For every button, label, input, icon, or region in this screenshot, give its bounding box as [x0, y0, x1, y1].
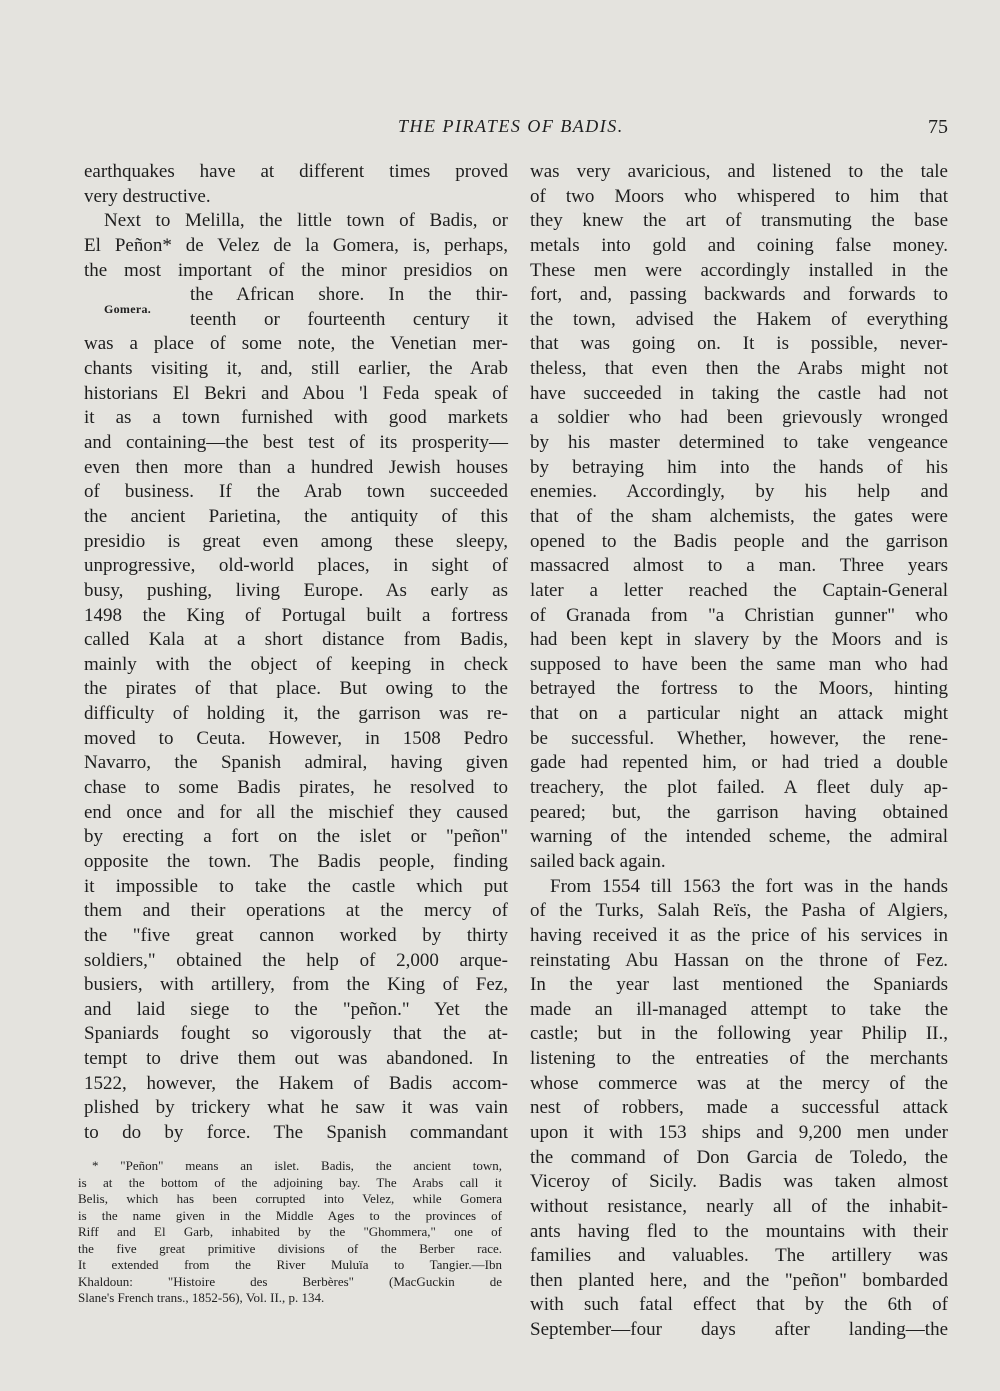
- text-line: and laid siege to the "peñon." Yet the: [84, 998, 508, 1020]
- text-line: had been kept in slavery by the Moors and is: [530, 629, 948, 651]
- right-column: [530, 160, 948, 1343]
- page-number: 75: [928, 116, 948, 138]
- text-line: them and their operations at the mercy of: [84, 900, 508, 922]
- running-head: [0, 116, 1000, 140]
- text-line: busy, pushing, living Europe. As early as: [84, 579, 508, 601]
- text-line: enemies. Accordingly, by his help and: [530, 481, 948, 503]
- text-line: teenth or fourteenth century it: [190, 308, 508, 330]
- text-line: 1498 the King of Portugal built a fortress: [84, 604, 508, 626]
- text-line: treachery, the plot failed. A fleet duly ap-: [530, 777, 948, 799]
- footnote-line: * "Peñon" means an islet. Badis, the ancient town,: [92, 1158, 502, 1173]
- text-line: by his master determined to take vengeance: [530, 432, 948, 454]
- text-line: El Peñon* de Velez de la Gomera, is, perhaps,: [84, 234, 508, 256]
- text-line: Navarro, the Spanish admiral, having given: [84, 752, 508, 774]
- text-line: plished by trickery what he saw it was vain: [84, 1097, 508, 1119]
- text-line: of business. If the Arab town succeeded: [84, 481, 508, 503]
- text-line: that was going on. It is possible, never-: [530, 333, 948, 355]
- text-line: From 1554 till 1563 the fort was in the hands: [550, 875, 948, 897]
- text-line: it impossible to take the castle which put: [84, 875, 508, 897]
- text-line: to do by force. The Spanish commandant: [84, 1121, 508, 1143]
- text-line: by betraying him into the hands of his: [530, 456, 948, 478]
- text-line: tempt to drive them out was abandoned. In: [84, 1048, 508, 1070]
- text-line: Next to Melilla, the little town of Badis, or: [104, 210, 508, 232]
- text-line: that of the sham alchemists, the gates were: [530, 505, 948, 527]
- text-line: unprogressive, old-world places, in sight of: [84, 555, 508, 577]
- text-line: betrayed the fortress to the Moors, hinting: [530, 678, 948, 700]
- text-line: presidio is great even among these sleepy,: [84, 530, 508, 552]
- text-line: then planted here, and the "peñon" bombarded: [530, 1269, 948, 1291]
- text-line: theless, that even then the Arabs might not: [530, 358, 948, 380]
- text-line: later a letter reached the Captain-General: [530, 579, 948, 601]
- text-line: opened to the Badis people and the garrison: [530, 530, 948, 552]
- text-line: whose commerce was at the mercy of the: [530, 1072, 948, 1094]
- text-line: the African shore. In the thir-: [190, 284, 508, 306]
- text-line: historians El Bekri and Abou 'l Feda speak of: [84, 382, 508, 404]
- text-line: called Kala at a short distance from Badis,: [84, 629, 508, 651]
- text-line: difficulty of holding it, the garrison was re-: [84, 703, 508, 725]
- footnote-line: It extended from the River Muluïa to Tangier.—Ibn: [78, 1257, 502, 1272]
- text-line: the town, advised the Hakem of everything: [530, 308, 948, 330]
- text-line: supposed to have been the same man who had: [530, 653, 948, 675]
- text-line: without resistance, nearly all of the inhabit-: [530, 1195, 948, 1217]
- text-line: reinstating Abu Hassan on the throne of Fez.: [530, 949, 948, 971]
- footnote-line: is the name given in the Middle Ages to the provinces of: [78, 1207, 502, 1223]
- text-line: castle; but in the following year Philip II.,: [530, 1023, 948, 1045]
- running-title: THE PIRATES OF BADIS.: [398, 116, 624, 136]
- text-line: metals into gold and coining false money.: [530, 234, 948, 256]
- text-line: nest of robbers, made a successful attack: [530, 1097, 948, 1119]
- text-line: it as a town furnished with good markets: [84, 407, 508, 429]
- text-line: that on a particular night an attack might: [530, 703, 948, 725]
- text-line: very destructive.: [84, 185, 211, 207]
- text-line: the most important of the minor presidios on: [84, 259, 508, 281]
- text-line: a soldier who had been grievously wronged: [530, 407, 948, 429]
- footnote: [78, 1158, 502, 1307]
- text-line: Spaniards fought so vigorously that the at-: [84, 1023, 508, 1045]
- text-line: gade had repented him, or had tried a double: [530, 752, 948, 774]
- text-line: have succeeded in taking the castle had not: [530, 382, 948, 404]
- text-line: opposite the town. The Badis people, finding: [84, 850, 508, 872]
- text-line: These men were accordingly installed in the: [530, 259, 948, 281]
- text-line: was very avaricious, and listened to the tale: [530, 161, 948, 182]
- text-line: listening to the entreaties of the merchants: [530, 1048, 948, 1070]
- text-line: peared; but, the garrison having obtained: [530, 801, 948, 823]
- text-line: the "five great cannon worked by thirty: [84, 924, 508, 946]
- text-line: soldiers," obtained the help of 2,000 arque-: [84, 949, 508, 971]
- text-line: with such fatal effect that by the 6th of: [530, 1294, 948, 1316]
- text-line: busiers, with artillery, from the King of Fez,: [84, 974, 508, 996]
- text-line: chants visiting it, and, still earlier, the Arab: [84, 358, 508, 380]
- left-column: [84, 160, 508, 1146]
- text-line: massacred almost to a man. Three years: [530, 555, 948, 577]
- text-line: 1522, however, the Hakem of Badis accom-: [84, 1072, 508, 1094]
- text-line: warning of the intended scheme, the admiral: [530, 826, 948, 848]
- text-line: even then more than a hundred Jewish houses: [84, 456, 508, 478]
- text-line: families and valuables. The artillery was: [530, 1245, 948, 1267]
- text-line: by erecting a fort on the islet or "peñon": [84, 826, 508, 848]
- text-line: ants having fled to the mountains with their: [530, 1220, 948, 1242]
- text-line: of the Turks, Salah Reïs, the Pasha of Algiers,: [530, 900, 948, 922]
- footnote-line: Riff and El Garb, inhabited by the "Ghommera," one of: [78, 1224, 502, 1239]
- text-line: be successful. Whether, however, the rene-: [530, 727, 948, 749]
- text-line: earthquakes have at different times proved: [84, 161, 508, 182]
- text-line: Viceroy of Sicily. Badis was taken almost: [530, 1171, 948, 1193]
- text-line: mainly with the object of keeping in check: [84, 653, 508, 675]
- text-line: they knew the art of transmuting the base: [530, 210, 948, 232]
- footnote-line: is at the bottom of the adjoining bay. The Arabs call it: [78, 1174, 502, 1190]
- marginal-note: Gomera.: [104, 302, 152, 316]
- text-line: sailed back again.: [530, 850, 666, 872]
- text-line: the command of Don Garcia de Toledo, the: [530, 1146, 948, 1168]
- text-line: the ancient Parietina, the antiquity of this: [84, 505, 508, 527]
- text-line: fort, and, passing backwards and forwards to: [530, 284, 948, 306]
- text-line: of Granada from "a Christian gunner" who: [530, 604, 948, 626]
- text-line: having received it as the price of his services in: [530, 924, 948, 946]
- text-line: was a place of some note, the Venetian mer-: [84, 333, 508, 355]
- text-line: made an ill-managed attempt to take the: [530, 998, 948, 1020]
- text-line: the pirates of that place. But owing to the: [84, 678, 508, 700]
- footnote-line: Slane's French trans., 1852-56), Vol. II., p. 134.: [78, 1290, 325, 1305]
- text-line: and containing—the best test of its prosperity—: [84, 432, 508, 454]
- footnote-line: the five great primitive divisions of the Berber race.: [78, 1240, 502, 1256]
- text-line: of two Moors who whispered to him that: [530, 185, 948, 207]
- footnote-line: Belis, which has been corrupted into Velez, while Gomera: [78, 1191, 502, 1206]
- text-line: In the year last mentioned the Spaniards: [530, 974, 948, 996]
- text-line: chase to some Badis pirates, he resolved to: [84, 777, 508, 799]
- text-line: September—four days after landing—the: [530, 1319, 948, 1341]
- footnote-line: Khaldoun: "Histoire des Berbères" (MacGuckin de: [78, 1273, 502, 1289]
- text-line: upon it with 153 ships and 9,200 men under: [530, 1121, 948, 1143]
- text-line: moved to Ceuta. However, in 1508 Pedro: [84, 727, 508, 749]
- text-line: end once and for all the mischief they caused: [84, 801, 508, 823]
